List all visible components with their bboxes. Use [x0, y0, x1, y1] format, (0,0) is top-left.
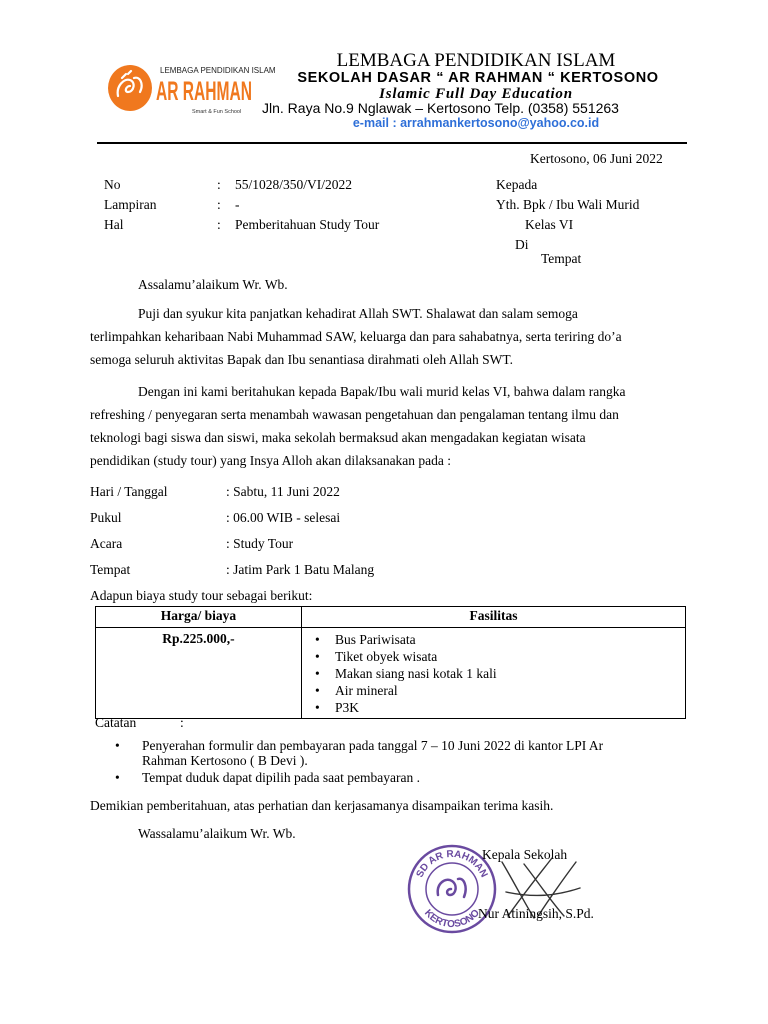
meta-value-lampiran: - — [235, 197, 240, 212]
logo-tagline: Smart & Fun School — [192, 109, 242, 115]
cost-price: Rp.225.000,- — [96, 628, 302, 719]
cost-facilities-cell — [302, 628, 686, 719]
para2-line-2: refreshing / penyegaran serta menambah wawasan pengetahuan dan pengalaman tentang ilmu dan — [90, 407, 619, 422]
facility-item: • Bus Pariwisata — [302, 631, 685, 648]
signatory-name: Nur Atiningsih, S.Pd. — [478, 906, 594, 921]
facility-item: • Tiket obyek wisata — [302, 648, 685, 665]
meta-value-hal: Pemberitahuan Study Tour — [235, 217, 380, 232]
meta-label-lampiran: Lampiran — [104, 197, 157, 212]
note-1-line-2: Rahman Kertosono ( B Devi ). — [142, 753, 308, 768]
meta-label-hal: Hal — [104, 217, 124, 232]
school-name: SEKOLAH DASAR “ AR RAHMAN “ KERTOSONO — [297, 70, 659, 86]
notes-label: Catatan — [95, 715, 137, 730]
header-divider — [97, 142, 687, 144]
logo-name: AR RAHMAN — [156, 76, 252, 106]
closing-sentence: Demikian pemberitahuan, atas perhatian dan kerjasamanya disampaikan terima kasih. — [90, 798, 554, 813]
recipient-line-3: Kelas VI — [525, 217, 574, 232]
meta-colon: : — [217, 197, 221, 212]
event-label-time: Pukul — [90, 510, 122, 525]
school-address: Jln. Raya No.9 Nglawak – Kertosono Telp. (0358) 551263 — [262, 100, 619, 116]
event-value-activity: : Study Tour — [226, 536, 294, 551]
recipient-line-2: Yth. Bpk / Ibu Wali Murid — [496, 197, 640, 212]
logo-top-text: LEMBAGA PENDIDIKAN ISLAM — [160, 66, 276, 75]
para1-line-2: terlimpahkan keharibaan Nabi Muhammad SAW, keluarga dan para sahabatnya, serta teriring do’a — [90, 329, 622, 344]
meta-label-no: No — [104, 177, 121, 192]
notes-colon: : — [180, 715, 184, 730]
meta-value-no: 55/1028/350/VI/2022 — [235, 177, 352, 192]
para1-line-1: Puji dan syukur kita panjatkan kehadirat Allah SWT. Shalawat dan salam semoga — [138, 306, 578, 321]
institution-name: LEMBAGA PENDIDIKAN ISLAM — [336, 50, 616, 71]
event-label-activity: Acara — [90, 536, 123, 551]
note-bullet: • — [115, 738, 120, 753]
facility-item: • Air mineral — [302, 682, 685, 699]
note-1-line-1: Penyerahan formulir dan pembayaran pada tanggal 7 – 10 Juni 2022 di kantor LPI Ar — [142, 738, 604, 753]
note-2-line-1: Tempat duduk dapat dipilih pada saat pembayaran . — [142, 770, 420, 785]
cost-header-facilities: Fasilitas — [302, 607, 686, 628]
greeting: Assalamu’alaikum Wr. Wb. — [138, 277, 288, 292]
school-logo — [104, 58, 276, 122]
place-date: Kertosono, 06 Juni 2022 — [530, 151, 663, 166]
para2-line-1: Dengan ini kami beritahukan kepada Bapak/Ibu wali murid kelas VI, bahwa dalam rangka — [138, 384, 626, 399]
para1-line-3: semoga seluruh aktivitas Bapak dan Ibu senantiasa dirahmati oleh Allah SWT. — [90, 352, 514, 367]
event-value-place: : Jatim Park 1 Batu Malang — [226, 562, 375, 577]
signature-title: Kepala Sekolah — [482, 847, 568, 862]
school-slogan: Islamic Full Day Education — [379, 86, 573, 102]
cost-table — [95, 606, 686, 719]
event-label-date: Hari / Tanggal — [90, 484, 168, 499]
cost-header-price: Harga/ biaya — [96, 607, 302, 628]
cost-table-header-row — [96, 607, 686, 628]
meta-colon: : — [217, 217, 221, 232]
note-bullet: • — [115, 770, 120, 785]
recipient-line-1: Kepada — [496, 177, 538, 192]
event-value-time: : 06.00 WIB - selesai — [226, 510, 341, 525]
recipient-line-4: Di — [515, 237, 529, 252]
stamp-text-bottom: KERTOSONO — [422, 907, 482, 931]
facility-item: • Makan siang nasi kotak 1 kali — [302, 665, 685, 682]
farewell: Wassalamu’alaikum Wr. Wb. — [138, 826, 296, 841]
school-email[interactable]: e-mail : arrahmankertosono@yahoo.co.id — [352, 116, 600, 130]
recipient-line-5: Tempat — [541, 251, 582, 266]
para2-line-3: teknologi bagi siswa dan siswi, maka sekolah bermaksud akan mengadakan kegiatan wisata — [90, 430, 586, 445]
meta-colon: : — [217, 177, 221, 192]
facility-item: • P3K — [302, 699, 685, 716]
cost-intro: Adapun biaya study tour sebagai berikut: — [90, 588, 313, 603]
event-value-date: : Sabtu, 11 Juni 2022 — [226, 484, 340, 499]
event-label-place: Tempat — [90, 562, 131, 577]
facilities-list — [302, 631, 685, 716]
stamp-text-top: SD AR RAHMAN — [414, 848, 490, 880]
cost-table-row — [96, 628, 686, 719]
para2-line-4: pendidikan (study tour) yang Insya Alloh akan dilaksanakan pada : — [90, 453, 452, 468]
